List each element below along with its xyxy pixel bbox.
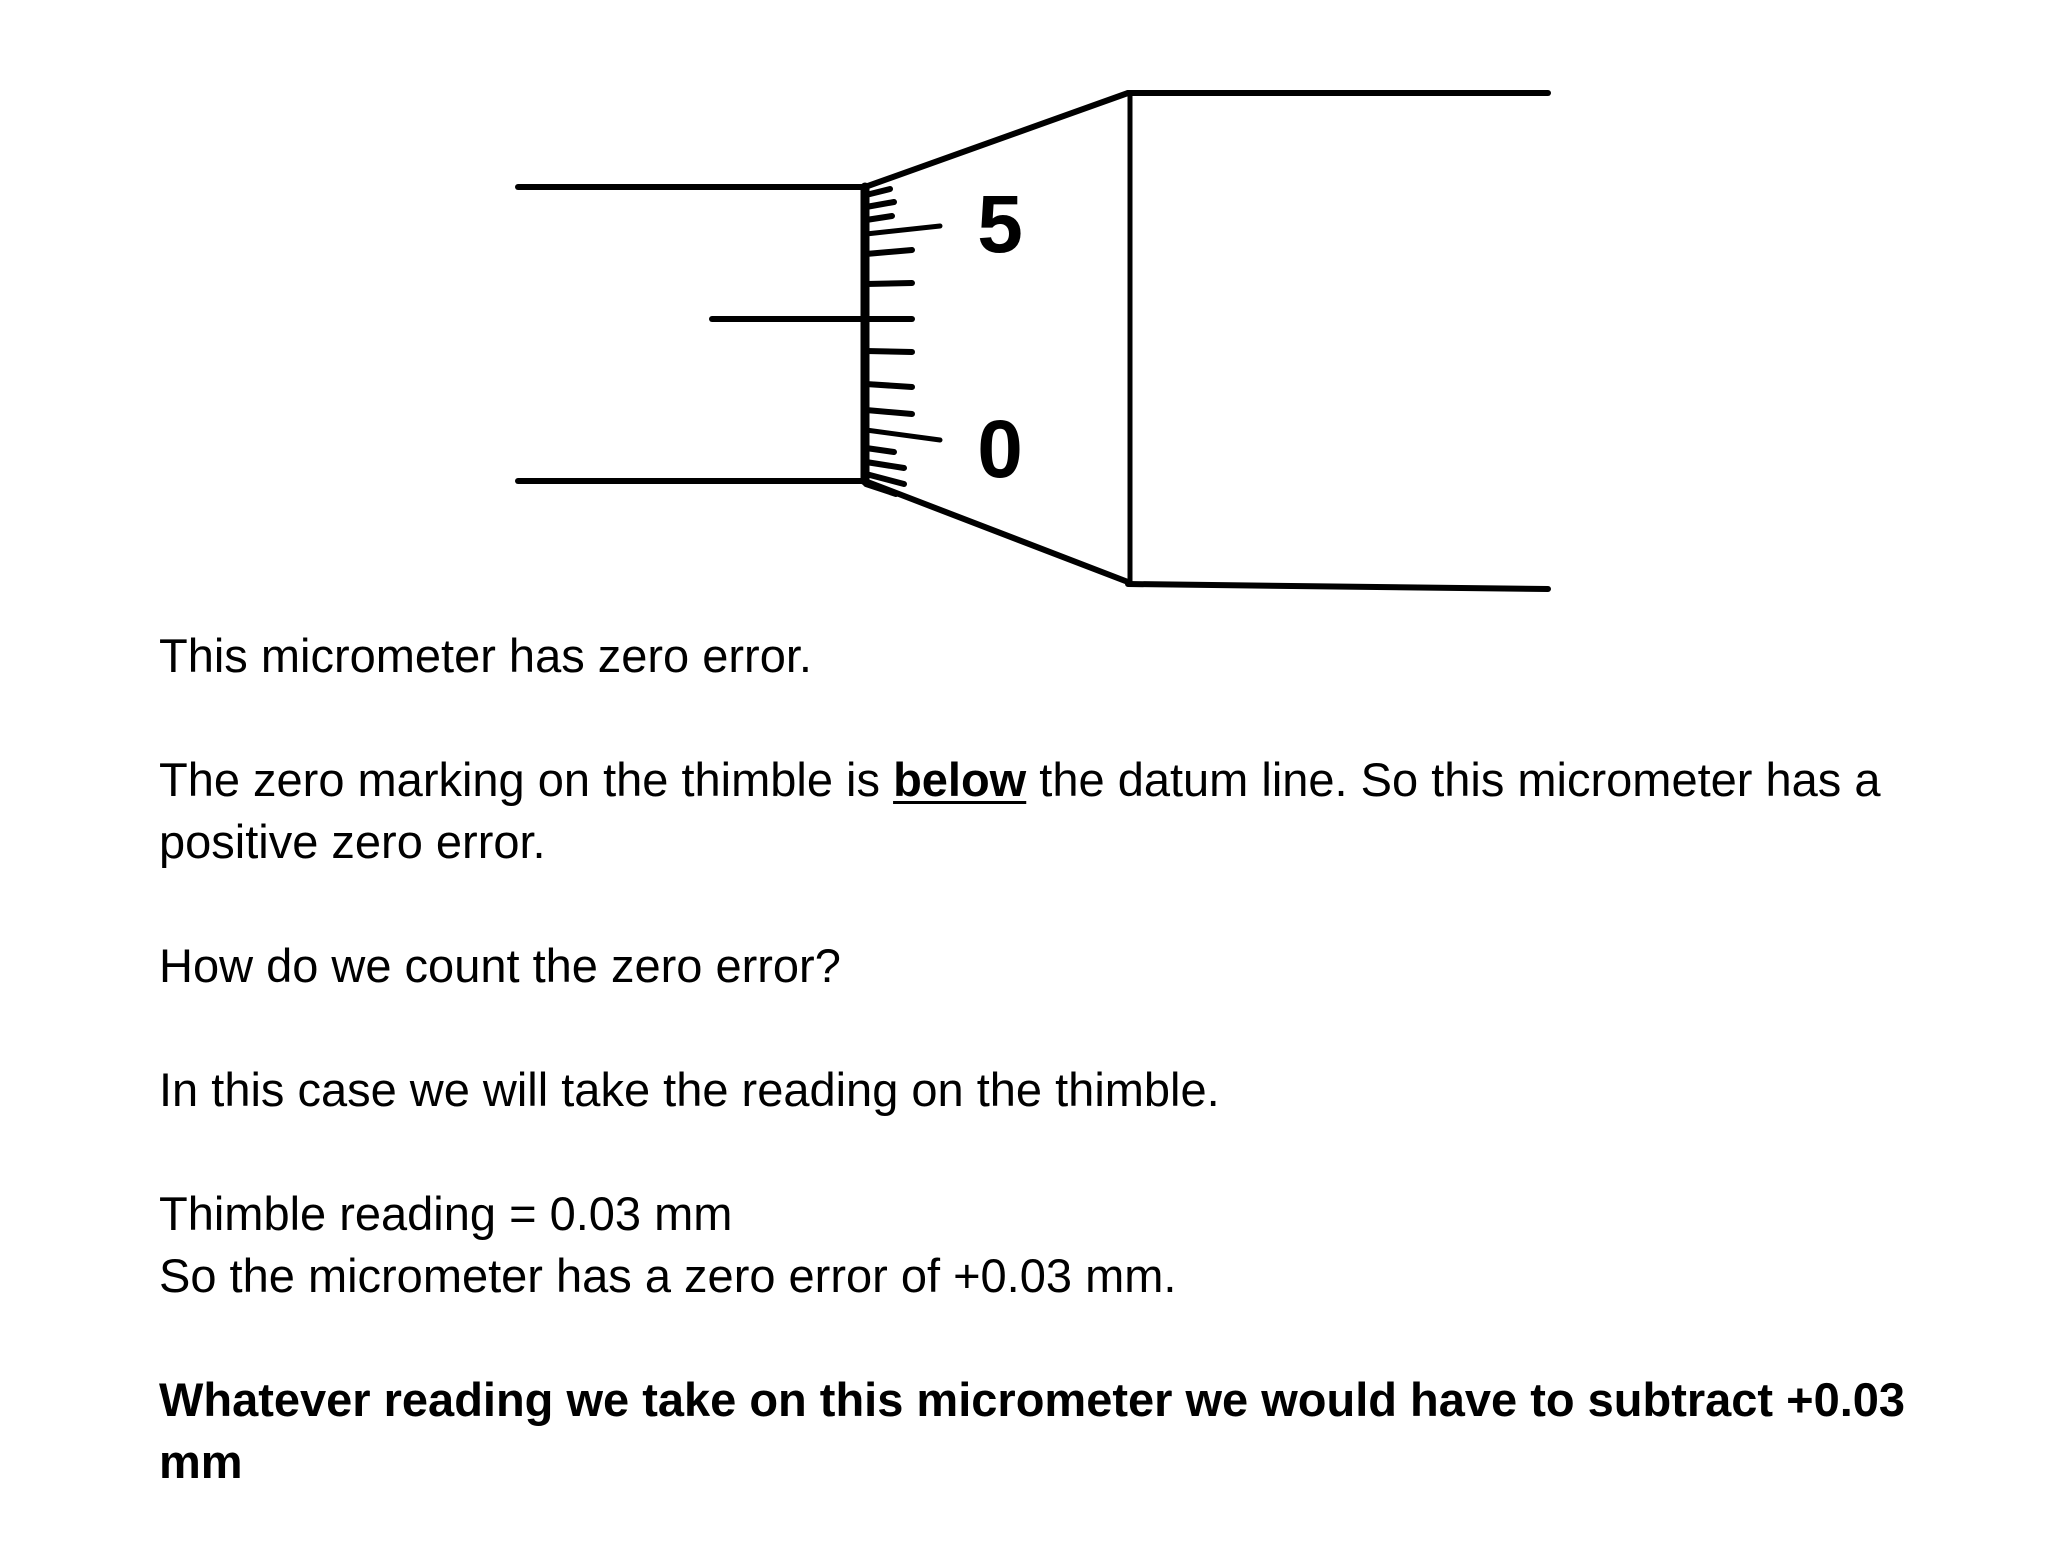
thimble-bevel-bottom bbox=[865, 481, 1128, 582]
thimble-bevel-top bbox=[865, 93, 1128, 187]
thimble-reading-line: Thimble reading = 0.03 mm bbox=[159, 1187, 733, 1240]
micrometer-diagram bbox=[0, 0, 2048, 620]
thimble-tick bbox=[866, 384, 912, 387]
statement-positive-error bbox=[159, 749, 1999, 873]
thimble-tick bbox=[866, 189, 890, 195]
statement-thimble-reading: In this case we will take the reading on the thimble. bbox=[159, 1063, 1220, 1116]
statement-zero-error: This micrometer has zero error. bbox=[159, 629, 812, 682]
reading-result bbox=[159, 1183, 1999, 1307]
thimble-tick bbox=[866, 410, 912, 414]
thimble-body-bottom bbox=[1128, 584, 1548, 589]
thimble-label-5: 5 bbox=[977, 179, 1023, 270]
statement-part: the datum line. So this micrometer has a positive zero error. bbox=[159, 753, 1881, 868]
emphasis-below: below bbox=[893, 753, 1027, 806]
thimble-tick bbox=[866, 351, 912, 352]
thimble-tick bbox=[866, 462, 904, 468]
thimble-tick bbox=[866, 202, 894, 207]
thimble-tick bbox=[866, 216, 892, 220]
statement-part: The zero marking on the thimble is bbox=[159, 753, 894, 806]
thimble-tick-major bbox=[866, 226, 940, 234]
thimble-label-0: 0 bbox=[977, 404, 1023, 495]
thimble-tick bbox=[866, 250, 912, 254]
thimble-tick bbox=[866, 283, 912, 284]
question-count-error: How do we count the zero error? bbox=[159, 939, 841, 992]
explanation-text bbox=[159, 625, 1999, 1555]
zero-error-value-line: So the micrometer has a zero error of +0.03 mm. bbox=[159, 1249, 1177, 1302]
conclusion-statement: Whatever reading we take on this micrometer we would have to subtract +0.03 mm bbox=[159, 1373, 1906, 1488]
thimble-tick bbox=[866, 448, 894, 452]
thimble-tick-major bbox=[866, 430, 940, 440]
thimble-scale bbox=[866, 189, 940, 494]
